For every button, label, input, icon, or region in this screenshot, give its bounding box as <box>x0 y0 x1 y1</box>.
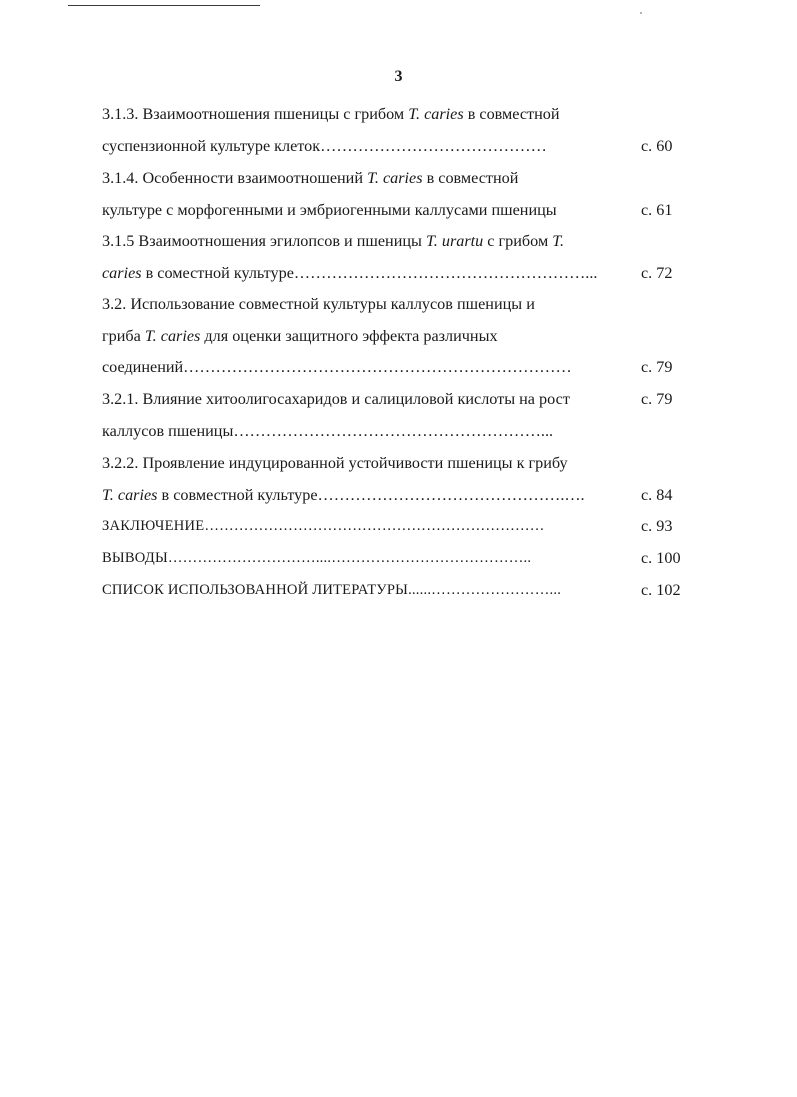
toc-line-3-1-3-b <box>102 134 692 158</box>
page-number: 3 <box>394 68 403 85</box>
toc-entry-text: 3.1.5 Взаимоотношения эгилопсов и пшеницы T. urartu с грибом T. <box>102 232 565 250</box>
toc-entry-text: СПИСОК ИСПОЛЬЗОВАННОЙ ЛИТЕРАТУРЫ......……………………... <box>102 582 562 598</box>
toc-line-3-2-1-b <box>102 419 692 443</box>
toc-page-ref: с. 93 <box>641 517 673 535</box>
toc-line-3-2-c <box>102 355 692 379</box>
toc-page-ref: с. 100 <box>641 549 681 567</box>
toc-line-3-2-a <box>102 292 692 316</box>
toc-page-ref: с. 84 <box>641 486 673 504</box>
toc-page-ref: с. 79 <box>641 390 673 408</box>
toc-entry-text: caries в соместной культуре………………………………………………... <box>102 264 598 282</box>
toc-line-findings <box>102 546 692 570</box>
toc-entry-text: 3.2.2. Проявление индуцированной устойчивости пшеницы к грибу <box>102 454 568 472</box>
toc-entry-text: ЗАКЛЮЧЕНИЕ…………………………………………………………… <box>102 518 545 534</box>
toc-line-references <box>102 578 692 602</box>
toc-page-ref: с. 102 <box>641 581 681 599</box>
scan-margin-rule <box>68 5 260 6</box>
toc-entry-text: ВЫВОДЫ…………………………....………………………………….. <box>102 550 532 566</box>
scan-speck <box>640 12 642 14</box>
toc-entry-text: T. caries в совместной культуре……………………………………….…. <box>102 486 585 504</box>
toc-line-3-1-4-a <box>102 166 692 190</box>
toc-line-3-2-2-a <box>102 451 692 475</box>
toc-entry-text: 3.1.3. Взаимоотношения пшеницы с грибом T. caries в совместной <box>102 105 560 123</box>
toc-page-ref: с. 72 <box>641 264 673 282</box>
toc-line-conclusion <box>102 514 692 538</box>
toc-entry-text: каллусов пшеницы…………………………………………………... <box>102 422 554 440</box>
toc-entry-text: 3.2. Использование совместной культуры каллусов пшеницы и <box>102 295 535 313</box>
toc-line-3-1-4-b <box>102 198 692 222</box>
toc-line-3-2-b <box>102 324 692 348</box>
toc-entry-text: гриба T. caries для оценки защитного эффекта различных <box>102 327 498 345</box>
toc-line-3-1-3-a <box>102 102 692 126</box>
toc-line-3-2-2-b <box>102 483 692 507</box>
toc-page-ref: с. 60 <box>641 137 673 155</box>
toc-entry-text: культуре с морфогенными и эмбриогенными каллусами пшеницы <box>102 201 557 219</box>
toc-entry-text: суспензионной культуре клеток…………………………………… <box>102 137 547 155</box>
toc-line-3-1-5-b <box>102 261 692 285</box>
toc-entry-text: соединений……………………………………………………………… <box>102 358 572 376</box>
toc-line-3-1-5-a <box>102 229 692 253</box>
toc-page-ref: с. 79 <box>641 358 673 376</box>
toc-entry-text: 3.2.1. Влияние хитоолигосахаридов и салициловой кислоты на рост <box>102 390 570 408</box>
toc-page-ref: с. 61 <box>641 201 673 219</box>
toc-entry-text: 3.1.4. Особенности взаимоотношений T. caries в совместной <box>102 169 519 187</box>
toc-line-3-2-1-a <box>102 387 692 411</box>
